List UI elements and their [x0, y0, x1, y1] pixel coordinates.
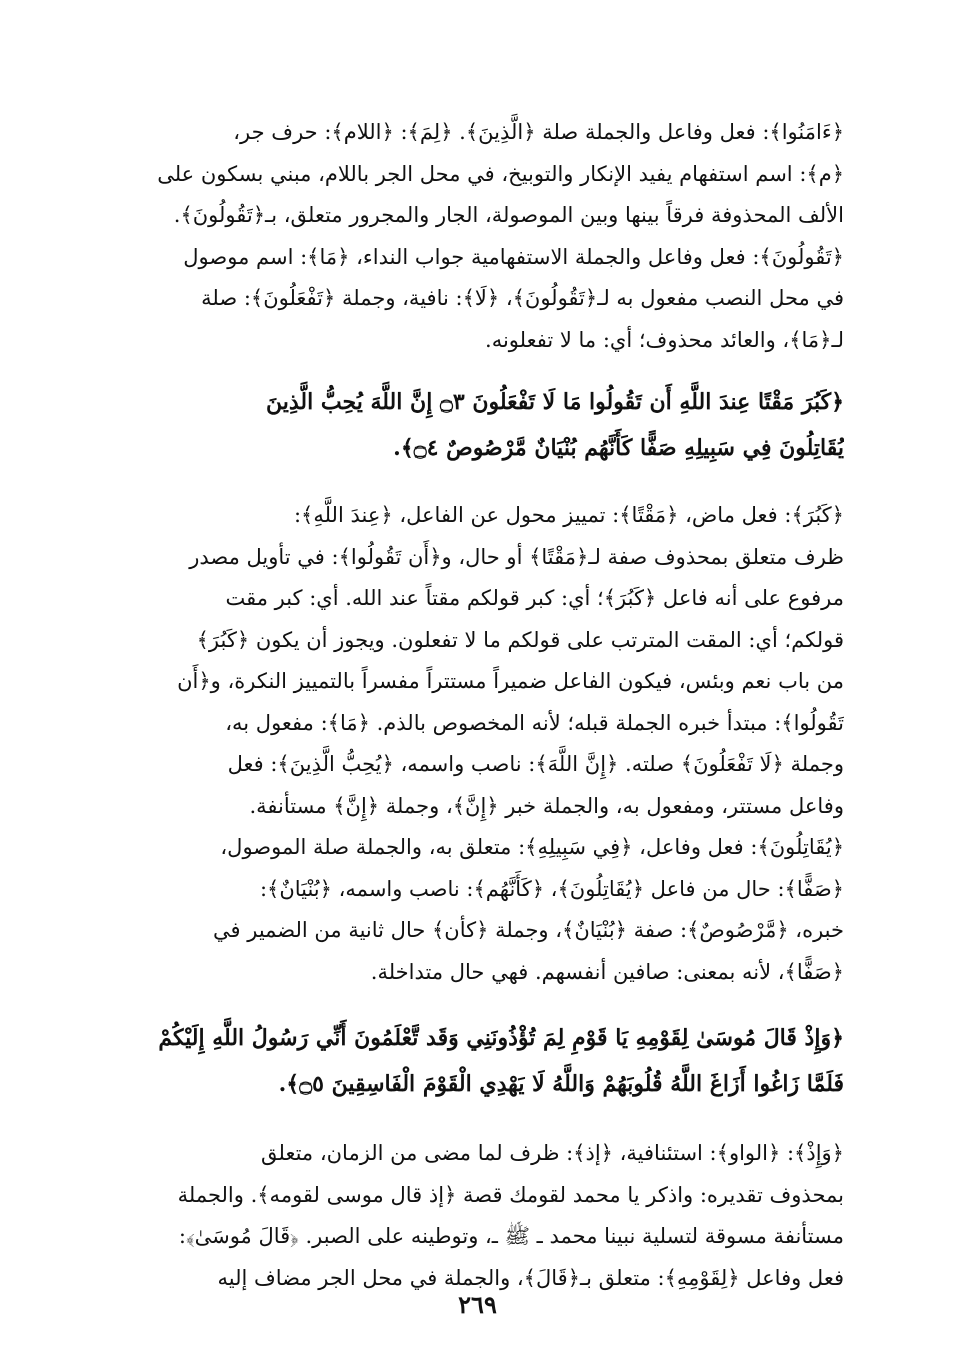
text-line: مرفوع على أنه فاعل ﴿كَبُرَ﴾؛ أي: كبر قولكم مقتاً عند الله. أي: كبر مقت [225, 586, 844, 610]
verse-line: ﴿وَإِذْ قَالَ مُوسَىٰ لِقَوْمِهِ يَا قَوْمِ لِمَ تُؤْذُونَنِي وَقَد تَّعْلَمُونَ أَنِّي رَسُولُ اللَّهِ إِلَيْكُمْ [158, 1025, 844, 1051]
verse-line: يُقَاتِلُونَ فِي سَبِيلِهِ صَفًّا كَأَنَّهُم بُنْيَانٌ مَّرْصُوصٌ ۝٤﴾. [393, 435, 844, 461]
text-line: ظرف متعلق بمحذوف صفة لـ﴿مَقْتًا﴾ أو حال، و﴿أَن تَقُولُوا﴾: في تأويل مصدر [189, 544, 844, 569]
page-body [108, 112, 844, 1299]
text-line: مستأنفة مسوقة لتسلية نبينا محمد ـ ﷺ ـ، وتوطينه على الصبر. ﴿قَالَ مُوسَىٰ﴾: [178, 1224, 844, 1248]
text-line: ﴿م﴾: اسم استفهام يفيد الإنكار والتوبيخ، في محل الجر باللام، مبني بسكون على [157, 161, 844, 186]
paragraph-ammanu-analysis [108, 112, 844, 361]
paragraph-wa-idh-analysis [108, 1133, 844, 1299]
verse-line: فَلَمَّا زَاغُوا أَزَاغَ اللَّهُ قُلُوبَهُمْ وَاللَّهُ لَا يَهْدِي الْقَوْمَ الْفَاسِقِينَ ۝٥﴾. [278, 1071, 844, 1097]
text-line: في محل النصب مفعول به لـ﴿تَقُولُونَ﴾، ﴿لَا﴾: نافية، وجملة ﴿تَفْعَلُونَ﴾: صلة [201, 286, 844, 310]
quran-verse-3-4 [108, 379, 844, 471]
text-line: تَقُولُوا﴾: مبتدأ خبره الجملة قبله؛ لأنه المخصوص بالذم. ﴿مَا﴾: مفعول به، [225, 710, 844, 735]
text-line: ﴿كَبُرَ﴾: فعل ماض، ﴿مَقْتًا﴾: تمييز محول عن الفاعل، ﴿عِندَ اللَّهِ﴾: [293, 503, 844, 527]
text-line: ﴿تَقُولُونَ﴾: فعل وفاعل والجملة الاستفهامية جواب النداء، ﴿مَا﴾: اسم موصول [183, 244, 844, 269]
text-line: خبره، ﴿مَّرْصُوصٌ﴾: صفة ﴿بُنْيَانٌ﴾، وجملة ﴿كأن﴾ حال ثانية من الضمير في [213, 918, 844, 942]
text-line: وجملة ﴿لَا تَفْعَلُونَ﴾ صلته. ﴿إِنَّ اللَّهَ﴾: ناصب واسمه، ﴿يُحِبُّ الَّذِينَ﴾: فعل [227, 752, 844, 776]
text-line: ﴿صَفًّا﴾: حال من فاعل ﴿يُقَاتِلُونَ﴾، ﴿كَأَنَّهُم﴾: ناصب واسمه، ﴿بُنْيَانٌ﴾: [259, 876, 844, 901]
page-number: ٢٦٩ [458, 1290, 497, 1319]
paragraph-kabura-analysis [108, 495, 844, 993]
text-line: بمحذوف تقديره: واذكر يا محمد لقومك قصة ﴿إذ قال موسى لقومه﴾. والجملة [177, 1182, 844, 1207]
text-line: فعل وفاعل ﴿لِقَوْمِهِ﴾: متعلق بـ﴿قَالَ﴾، والجملة في محل الجر مضاف إليه [217, 1265, 844, 1290]
text-line: قولكم؛ أي: المقت المترتب على قولكم ما لا تفعلون. ويجوز أن يكون ﴿كَبُرَ﴾ [196, 627, 844, 652]
verse-line: ﴿كَبُرَ مَقْتًا عِندَ اللَّهِ أَن تَقُولُوا مَا لَا تَفْعَلُونَ ۝٣ إِنَّ اللَّهَ يُحِبُّ الَّذِينَ [266, 389, 844, 415]
text-line: لـ﴿مَا﴾، والعائد محذوف؛ أي: ما لا تفعلونه. [485, 327, 844, 352]
text-line: من باب نعم وبئس، فيكون الفاعل ضميراً مستتراً مفسراً بالتمييز النكرة، و﴿أَن [177, 669, 844, 693]
text-line: ﴿ءَامَنُوا﴾: فعل وفاعل والجملة صلة ﴿الَّذِينَ﴾. ﴿لِمَ﴾: ﴿اللام﴾: حرف جر، [233, 120, 844, 144]
quran-verse-5 [108, 1015, 844, 1107]
text-line: ﴿صَفًّا﴾، لأنه بمعنى: صافين أنفسهم. فهي حال متداخلة. [370, 959, 844, 984]
text-line: ﴿وَإِذْ﴾: ﴿الواو﴾: استئنافية، ﴿إذ﴾: ظرف لما مضى من الزمان، متعلق [260, 1141, 844, 1165]
text-line: وفاعل مستتر، ومفعول به، والجملة خبر ﴿إِنَّ﴾، وجملة ﴿إِنَّ﴾ مستأنفة. [249, 793, 844, 818]
text-line: ﴿يُقَاتِلُونَ﴾: فعل وفاعل، ﴿فِي سَبِيلِهِ﴾: متعلق به، والجملة صلة الموصول، [220, 835, 844, 859]
text-line: الألف المحذوفة فرقاً بينها وبين الموصولة، الجار والمجرور متعلق، بـ﴿تَقُولُونَ﴾. [173, 203, 844, 227]
